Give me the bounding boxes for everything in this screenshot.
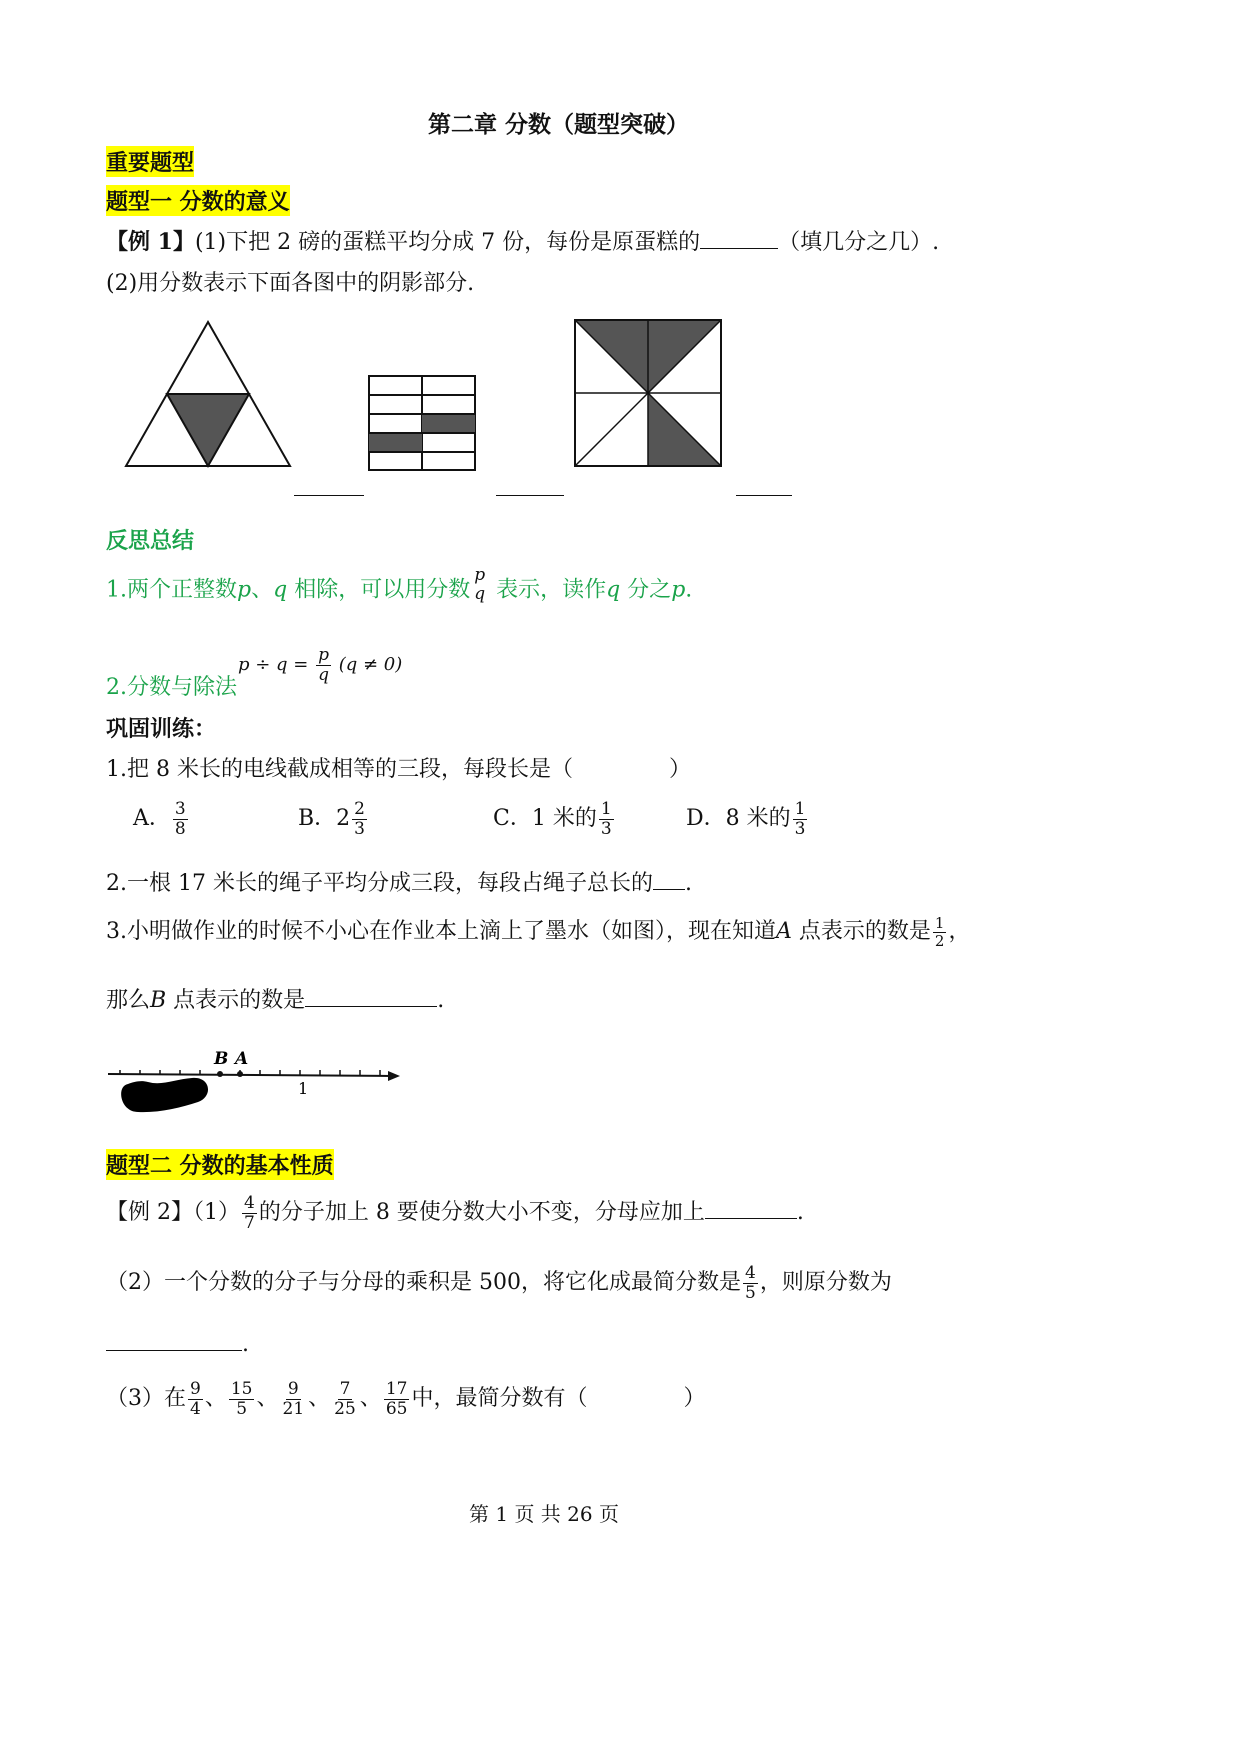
formula-condition: (q ≠ 0) — [338, 654, 403, 676]
example2-q2 — [106, 1264, 892, 1302]
example2-q1-text: 的分子加上 8 要使分数大小不变，分母应加上 — [258, 1200, 705, 1226]
reflect-item1-text-e: . — [685, 577, 693, 603]
var-q-2: q — [606, 577, 621, 603]
type2-heading: 题型二 分数的基本性质 — [106, 1149, 334, 1180]
fraction-item: $\frac{15}{5}$ — [230, 1379, 253, 1419]
answer-blank-2 — [496, 495, 564, 496]
practice-q3 — [106, 914, 970, 949]
reflect-item1-text-d: 分之 — [620, 577, 672, 603]
practice-q3-line2-text: 那么 — [106, 988, 151, 1013]
number-line-figure — [106, 1042, 406, 1118]
fraction-item: $\frac{17}{65}$ — [385, 1379, 408, 1419]
reflect-item1-text: 1.两个正整数 — [106, 577, 237, 603]
practice-q2 — [106, 866, 692, 897]
practice-q3-text: 3.小明做作业的时候不小心在作业本上滴上了墨水（如图），现在知道 — [106, 919, 776, 944]
example1-line1 — [106, 225, 939, 256]
example1-q1: (1)下把 2 磅的蛋糕平均分成 7 份，每份是原蛋糕的 — [194, 230, 701, 255]
example2-q2-end: . — [242, 1332, 249, 1357]
page-footer: 第 1 页 共 26 页 — [469, 1502, 619, 1526]
answer-blank — [305, 1006, 437, 1007]
example2-label: 【例 2】（1） — [106, 1200, 240, 1226]
formula-fraction: $\frac{p}{q}$ — [318, 645, 329, 685]
point-b-label: B — [150, 988, 167, 1013]
answer-blank — [700, 248, 778, 249]
reflect-item-1 — [106, 566, 692, 603]
option-b-whole: 2 — [336, 806, 351, 832]
option-d-label: D．8 米的 — [686, 806, 791, 832]
example2-q2-tail: ，则原分数为 — [759, 1270, 892, 1296]
reflect-item-2: 2.分数与除法 — [106, 675, 237, 700]
practice-q2-tail: . — [684, 871, 692, 896]
practice-q1 — [106, 752, 691, 783]
fraction-p-over-q: p q — [474, 565, 486, 604]
var-q: q — [273, 577, 288, 603]
answer-blank — [653, 889, 685, 890]
triangle-figure — [120, 318, 295, 470]
option-d-fraction: $\frac{1}{3}$ — [794, 799, 806, 839]
numline-label-b: B — [214, 1049, 229, 1069]
option-a-fraction: $\frac{3}{8}$ — [174, 799, 186, 839]
page-title: 第二章 分数（题型突破） — [428, 112, 690, 138]
separator: 、 — [359, 1386, 382, 1412]
practice-q2-text: 2.一根 17 米长的绳子平均分成三段，每段占绳子总长的 — [106, 871, 653, 896]
example1-label: 【例 1】 — [106, 229, 195, 255]
option-b-fraction: $\frac{2}{3}$ — [354, 799, 365, 839]
example2-q3-text: （3）在 — [106, 1386, 186, 1412]
square-figure — [573, 318, 723, 468]
practice-q3-text-b: 点表示的数是 — [791, 919, 931, 944]
var-p-2: p — [671, 577, 686, 603]
section-important: 重要题型 — [106, 146, 194, 177]
answer-blank-1 — [294, 495, 364, 496]
option-b-label: B． — [298, 806, 337, 832]
reflect-item1-text-b: 相除，可以用分数 — [287, 577, 471, 603]
example1-q1-tail: （填几分之几）. — [778, 230, 940, 255]
point-a-label: A — [776, 919, 792, 944]
type1-heading: 题型一 分数的意义 — [106, 185, 290, 216]
practice-q3-fraction: $\frac{1}{2}$ — [934, 914, 945, 950]
answer-blank — [705, 1218, 797, 1219]
option-b — [298, 800, 369, 838]
option-d — [686, 800, 809, 838]
reflect-heading: 反思总结 — [106, 529, 195, 554]
practice-q3-comma: ， — [948, 919, 971, 944]
division-formula — [238, 646, 402, 684]
separator: 、 — [308, 1386, 331, 1412]
reflect-item1-text-c: 表示，读作 — [489, 577, 607, 603]
var-p: p — [237, 577, 252, 603]
practice-q1-text: 1.把 8 米长的电线截成相等的三段，每段长是（ — [106, 757, 573, 782]
separator: 、 — [251, 577, 274, 603]
practice-q3-line2 — [106, 983, 444, 1014]
answer-blank-3 — [736, 495, 792, 496]
example2-q3 — [106, 1380, 705, 1418]
separator: 、 — [256, 1386, 279, 1412]
example2-q3-close: ） — [683, 1386, 706, 1412]
rectangle-grid-figure — [368, 375, 478, 473]
example1-q2: (2)用分数表示下面各图中的阴影部分. — [106, 271, 475, 296]
practice-q3-line2-text-b: 点表示的数是 — [166, 988, 306, 1013]
example2-q2-text: （2）一个分数的分子与分母的乘积是 500，将它化成最简分数是 — [106, 1270, 741, 1296]
numline-label-a: A — [235, 1049, 249, 1069]
example2-q1 — [106, 1194, 804, 1232]
separator: 、 — [204, 1386, 227, 1412]
option-c — [493, 800, 616, 838]
option-c-label: C．1 米的 — [493, 806, 597, 832]
fraction-item: $\frac{7}{25}$ — [334, 1379, 356, 1419]
answer-blank — [106, 1350, 242, 1351]
fraction-item: $\frac{9}{4}$ — [190, 1379, 201, 1419]
option-a — [133, 800, 190, 838]
numline-label-1: 1 — [298, 1079, 309, 1098]
fraction-item: $\frac{9}{21}$ — [282, 1379, 305, 1419]
practice-q1-close: ） — [668, 757, 691, 782]
example2-q1-tail: . — [796, 1200, 804, 1226]
example2-q2-line2 — [106, 1332, 249, 1357]
practice-heading: 巩固训练： — [106, 717, 217, 742]
example2-fraction: $\frac{4}{7}$ — [244, 1193, 255, 1233]
formula-left: p ÷ q = — [238, 654, 309, 676]
option-a-label: A． — [133, 806, 171, 832]
option-c-fraction: $\frac{1}{3}$ — [600, 799, 612, 839]
practice-q3-tail: . — [437, 988, 445, 1013]
example2-q3-text-b: 中，最简分数有（ — [411, 1386, 588, 1412]
example2-q2-fraction: $\frac{4}{5}$ — [744, 1263, 756, 1303]
